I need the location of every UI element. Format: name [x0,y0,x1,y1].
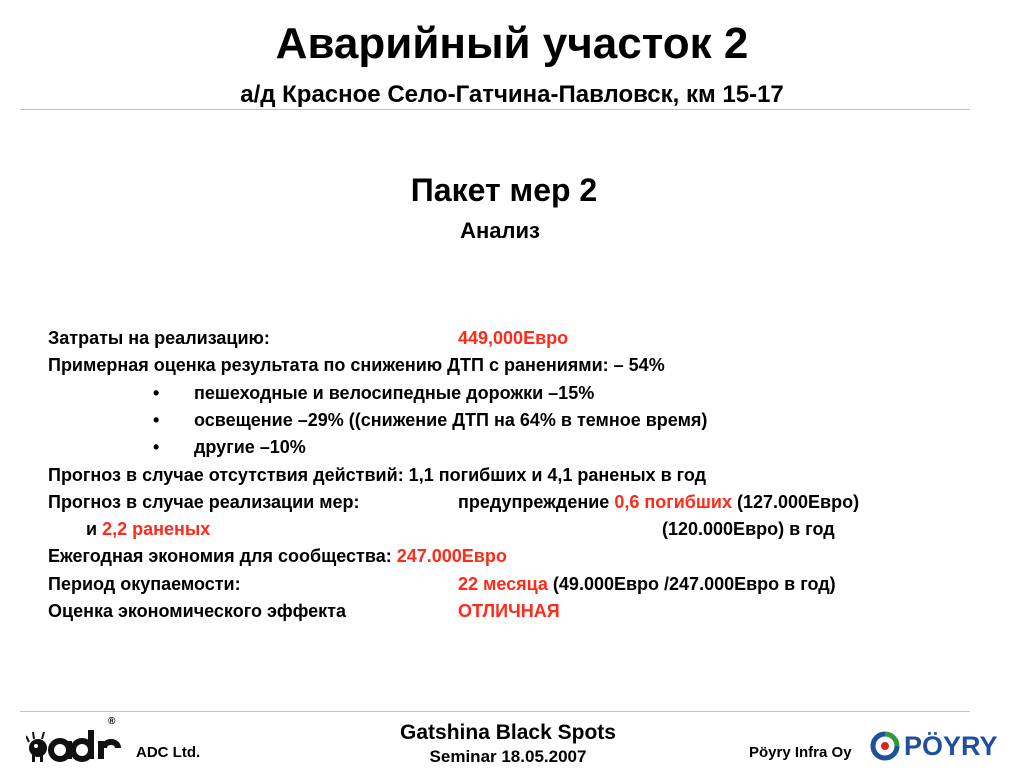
forecast-impl-label: Прогноз в случае реализации мер: [48,492,360,512]
forecast-impl2-pre: и [86,519,103,539]
registered-mark: ® [108,716,116,727]
savings-label: Ежегодная экономия для сообщества: [48,546,397,566]
bullet-marker: • [153,383,160,403]
cost-label: Затраты на реализацию: [48,328,270,348]
payback-label: Период окупаемости: [48,574,241,594]
payback-value [458,571,836,597]
estimate-line: Примерная оценка результата по снижению ДТП с ранениями: – 54% [48,355,665,375]
econ-label: Оценка экономического эффекта [48,601,346,621]
forecast-impl2-post: (120.000Евро) в год [662,519,835,539]
forecast-no-action: Прогноз в случае отсутствия действий: 1,1 погибших и 4,1 раненых в год [48,465,707,485]
footer-subtitle: Seminar 18.05.2007 [429,747,587,766]
savings-line [48,543,507,569]
bullet-item: освещение –29% ((снижение ДТП на 64% в темное время) [194,410,708,430]
bullet-item: пешеходные и велосипедные дорожки –15% [194,383,595,403]
econ-value: ОТЛИЧНАЯ [458,601,560,621]
cost-value: 449,000Евро [458,328,569,348]
forecast-impl2 [86,516,210,542]
forecast-impl-value [458,489,859,515]
savings-value: 247.000Евро [396,546,507,566]
forecast-impl-post: (127.000Евро) [731,492,860,512]
forecast-impl-deaths: 0,6 погибших [614,492,732,512]
section-subtitle: Анализ [460,218,540,243]
page-subtitle: а/д Красное Село-Гатчина-Павловск, км 15-17 [240,81,784,108]
poyry-logo-icon [870,731,900,761]
bullet-marker: • [153,410,160,430]
poyry-logo-text: PÖYRY [904,731,998,761]
footer-right-company: Pöyry Infra Oy [749,744,852,761]
bullet-marker: • [153,437,160,457]
poyry-logo [870,730,1020,764]
forecast-impl2-injuries: 2,2 раненых [102,519,211,539]
forecast-impl-pre: предупреждение [458,492,615,512]
payback-months: 22 месяца [458,574,548,594]
bullet-item: другие –10% [194,437,306,457]
footer-divider [20,711,970,712]
footer-title: Gatshina Black Spots [400,721,616,744]
footer-left-company: ADC Ltd. [136,744,201,761]
page-title: Аварийный участок 2 [275,19,749,68]
header-divider [20,109,970,110]
section-title: Пакет мер 2 [410,172,598,208]
payback-detail: (49.000Евро /247.000Евро в год) [547,574,836,594]
